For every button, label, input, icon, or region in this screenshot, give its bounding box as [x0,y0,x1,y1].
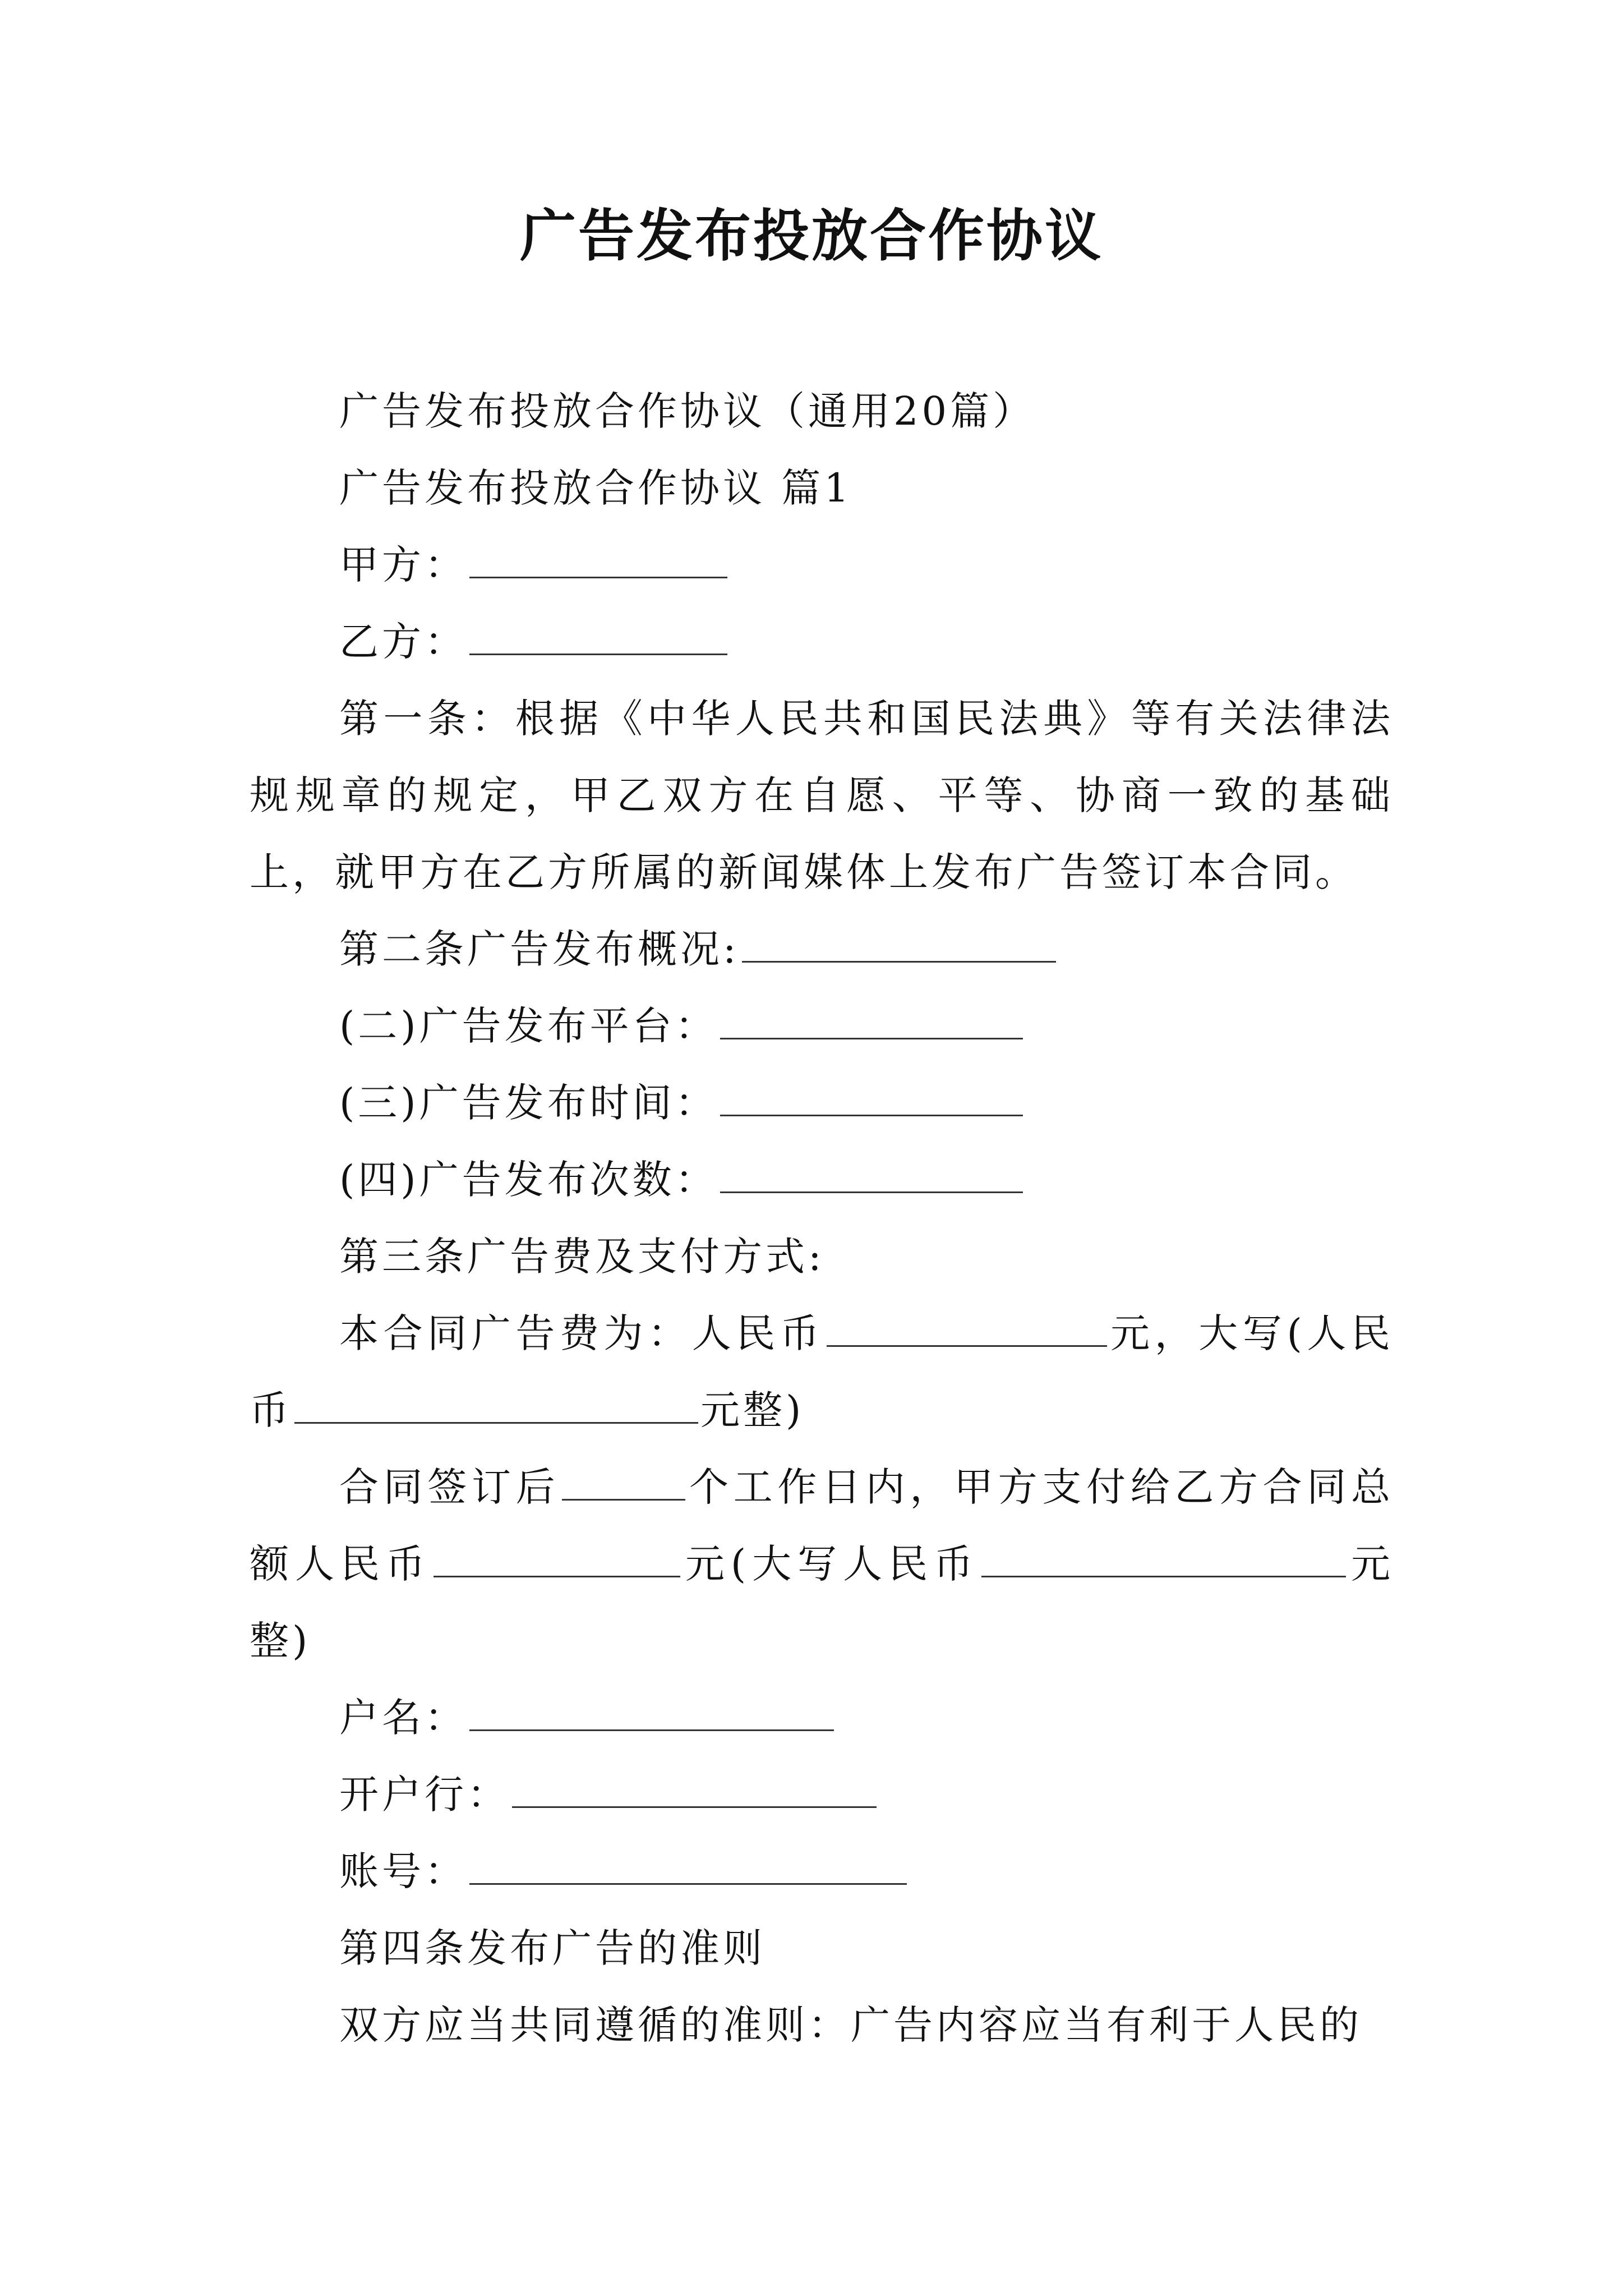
item-4-line [250,1142,1394,1218]
section-heading: 广告发布投放合作协议 篇1 [339,465,852,511]
account-no-blank [469,1849,907,1885]
item-2-label: (二)广告发布平台： [339,1003,718,1049]
account-no-line [250,1833,1394,1910]
document-subtitle: 广告发布投放合作协议（通用20篇） [339,388,1036,434]
payment-part-2: 个工作日内，甲方支付给乙方合同总额人民币 [250,1464,1394,1587]
item-4-blank [720,1158,1023,1193]
article-3-label: 第三条广告费及支付方式: [339,1234,825,1280]
account-name-blank [469,1696,834,1731]
item-3-line [250,1065,1394,1142]
payment-amount-blank [434,1542,680,1577]
account-no-label: 账号： [339,1848,467,1894]
fee-part-1: 本合同广告费为：人民币 [339,1310,824,1356]
item-2-line [250,988,1394,1065]
document-title: 广告发布投放合作协议 [520,203,1103,269]
item-4-label: (四)广告发布次数： [339,1157,718,1203]
fee-amount-blank [827,1312,1107,1347]
fee-part-3: 元整) [700,1387,805,1433]
party-b-blank [469,620,727,655]
party-b-line [250,604,1394,680]
article-2-blank [742,927,1056,963]
article-4-text: 双方应当共同遵循的准则：广告内容应当有利于人民的 [339,2002,1362,2048]
item-3-label: (三)广告发布时间： [339,1080,718,1126]
party-a-line [250,527,1394,604]
article-2-label: 第二条广告发布概况: [339,926,740,972]
fee-paragraph [250,1295,1394,1449]
article-1: 第一条：根据《中华人民共和国民法典》等有关法律法规规章的规定，甲乙双方在自愿、平等、协商一致的基础上，就甲方在乙方所属的新闻媒体上发布广告签订本合同。 [250,696,1394,895]
account-name-line [250,1680,1394,1756]
payment-part-4: 元整) [250,1541,1394,1664]
payment-days-blank [562,1465,685,1501]
payment-paragraph [250,1449,1394,1680]
account-name-label: 户名： [339,1695,467,1741]
party-b-label: 乙方： [339,619,467,665]
document-body [250,373,1394,2064]
fee-part-2: 元，大写(人民币 [250,1310,1394,1433]
party-a-label: 甲方： [339,542,467,588]
fee-uppercase-blank [294,1388,698,1424]
bank-blank [512,1773,877,1808]
item-3-blank [720,1081,1023,1116]
payment-uppercase-blank [981,1542,1346,1577]
bank-line [250,1756,1394,1833]
article-4-label: 第四条发布广告的准则 [339,1925,766,1971]
party-a-blank [469,543,727,578]
payment-part-1: 合同签订后 [339,1464,560,1510]
article-2-line [250,911,1394,988]
item-2-blank [720,1004,1023,1039]
payment-part-3: 元(大写人民币 [682,1541,980,1587]
bank-label: 开户行： [339,1772,510,1818]
